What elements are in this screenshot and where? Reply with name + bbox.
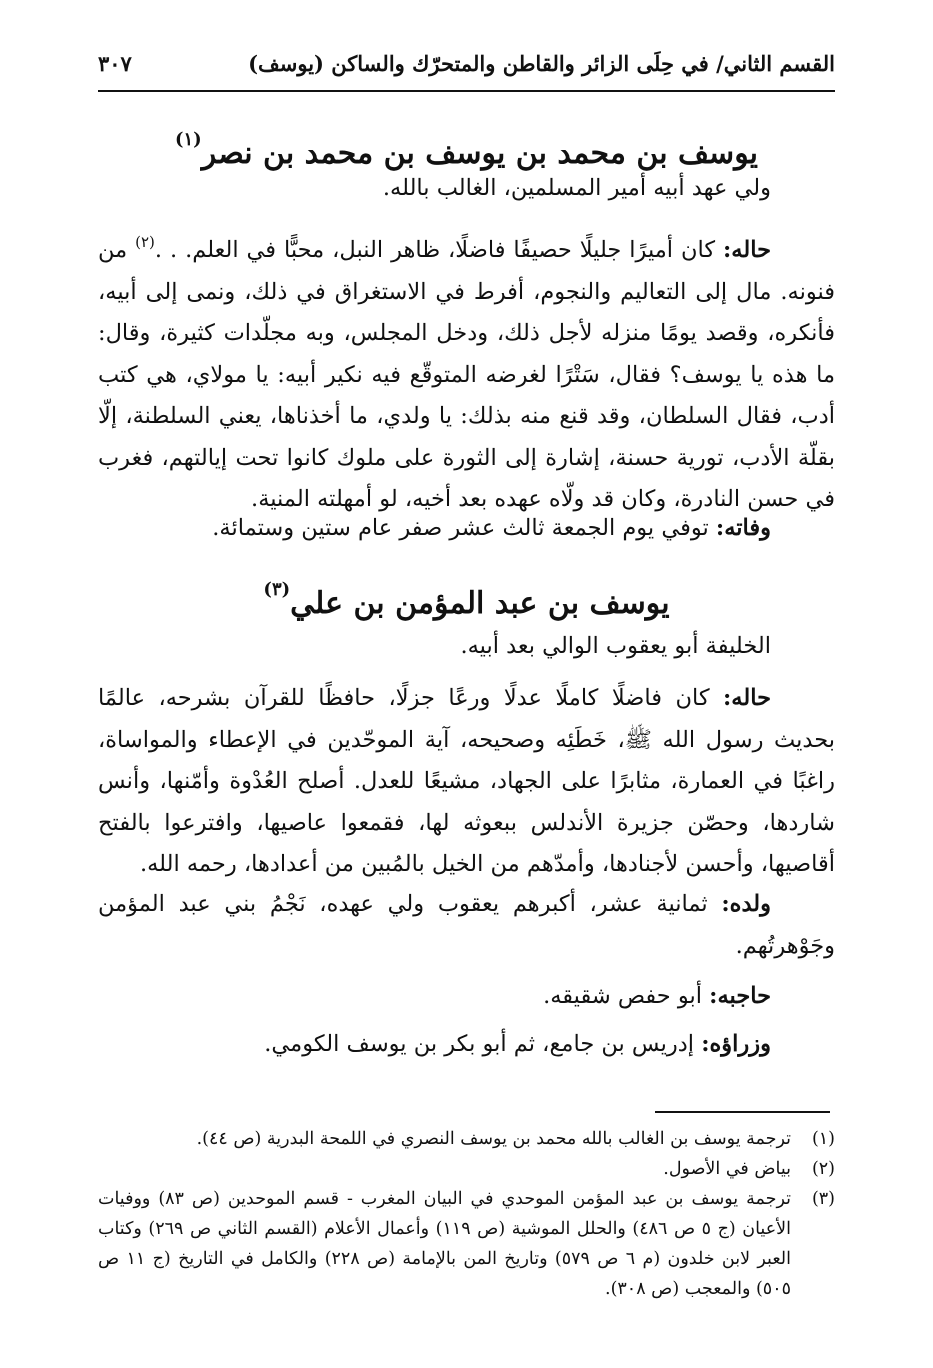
footnote-item	[98, 1154, 835, 1184]
haluhu-text-a: كان أميرًا جليلًا حصيفًا فاضلًا، ظاهر النبل، محبًّا في العلم. . .	[154, 237, 716, 263]
footnote-item	[98, 1124, 835, 1154]
heading-footnote-ref: (٣)	[263, 579, 291, 600]
heading-text: يوسف بن عبد المؤمن بن علي	[290, 586, 670, 621]
wuzaraohu-label: وزراؤه:	[701, 1031, 771, 1057]
entry1-wafatuhu-paragraph	[98, 508, 835, 550]
footnote-text: بياض في الأصول.	[663, 1159, 791, 1179]
page-number: ٣٠٧	[98, 50, 132, 76]
haluhu-text: كان فاضلًا كاملًا عدلًا ورعًا جزلًا، حافظًا للقرآن بشرحه، عالمًا بحديث رسول الله ﷺ، خَطَئِه وصحيحه، آية الموحّدين في الإعطاء والمواساة، راغبًا في العمارة، مثابرًا على الجهاد، مشيعًا للعدل. أصلح العُدْوة وأمّنها، وأنس شاردها، وحصّن جزيرة الأندلس ببعوثه لها، فقمعوا عاصيها، وافترعوا بالفتح أقاصيها، وأحسن لأجنادها، وأمدّهم من الخيل بالمُبين من أعدادها، رحمه الله.	[98, 685, 835, 877]
footnote-text: ترجمة يوسف بن الغالب بالله محمد بن يوسف النصري في اللمحة البدرية (ص ٤٤).	[196, 1129, 791, 1149]
header-rule	[98, 90, 835, 92]
heading-text: يوسف بن محمد بن يوسف بن محمد بن نصر	[201, 136, 759, 171]
heading-footnote-ref: (١)	[174, 129, 202, 150]
footnote-item	[98, 1184, 835, 1304]
wafatuhu-text: توفي يوم الجمعة ثالث عشر صفر عام ستين وستمائة.	[212, 515, 709, 541]
hajibuhu-label: حاجبه:	[709, 983, 771, 1009]
waladuhu-label: ولده:	[721, 891, 771, 917]
entry2-hajibuhu-paragraph	[98, 976, 835, 1018]
footnotes	[98, 1124, 835, 1304]
wafatuhu-label: وفاته:	[715, 515, 771, 541]
entry2-intro: الخليفة أبو يعقوب الوالي بعد أبيه.	[460, 633, 771, 659]
footnote-number: (١)	[811, 1129, 835, 1149]
haluhu-label: حاله:	[723, 237, 771, 263]
footnote-number: (٢)	[811, 1159, 835, 1179]
hajibuhu-text: أبو حفص شقيقه.	[543, 983, 702, 1009]
haluhu-text-b: من فنونه. مال إلى التعاليم والنجوم، أفرط في الاستغراق في ذلك، ونمى إلى أبيه، فأنكره، وقصد يومًا منزله لأجل ذلك، ودخل المجلس، وبه مجلّدات كثيرة، وقال: ما هذه يا يوسف؟ فقال، سَتْرًا لغرضه المتوقّع فيه نكير أبيه: يا مولاي، هي كتب أدب، فقال السلطان، وقد قنع منه بذلك: يا ولدي، ما أخذناها، يعني السلطنة، إلّا بقلّة الأدب، تورية حسنة، إشارة إلى الثورة على ملوك كانوا تحت إيالتهم، فغرب في حسن النادرة، وكان قد ولّاه عهده بعد أخيه، لو أمهلته المنية.	[98, 237, 835, 512]
entry-heading-yusuf-ibn-abd-al-mumin	[98, 568, 835, 626]
wuzaraohu-text: إدريس بن جامع، ثم أبو بكر بن يوسف الكومي.	[264, 1031, 695, 1057]
footnote-ref: (٢)	[135, 233, 155, 251]
footnote-number: (٣)	[811, 1189, 835, 1209]
entry2-waladuhu-paragraph	[98, 884, 835, 967]
entry1-intro: ولي عهد أبيه أمير المسلمين، الغالب بالله.	[382, 175, 771, 201]
footnote-separator	[655, 1111, 830, 1113]
waladuhu-text: ثمانية عشر، أكبرهم يعقوب ولي عهده، نَجْمُ بني عبد المؤمن وجَوْهرتُهم.	[98, 891, 835, 959]
entry2-haluhu-paragraph	[98, 678, 835, 886]
running-title: القسم الثاني/ في حِلَى الزائر والقاطن والمتحرّك والساكن (يوسف)	[248, 50, 835, 76]
haluhu-label: حاله:	[723, 685, 771, 711]
entry1-haluhu-paragraph	[98, 222, 835, 521]
footnote-text: ترجمة يوسف بن عبد المؤمن الموحدي في البيان المغرب - قسم الموحدين (ص ٨٣) ووفيات الأعيان (ج ٥ ص ٤٨٦) والحلل الموشية (ص ١١٩) وأعمال الأعلام (القسم الثاني ص ٢٦٩) وكتاب العبر لابن خلدون (م ٦ ص ٥٧٩) وتاريخ المن بالإمامة (ص ٢٢٨) والكامل في التاريخ (ج ١١ ص ٥٠٥) والمعجب (ص ٣٠٨).	[98, 1189, 792, 1299]
page-header	[98, 40, 835, 86]
entry2-wuzaraohu-paragraph	[98, 1024, 835, 1066]
